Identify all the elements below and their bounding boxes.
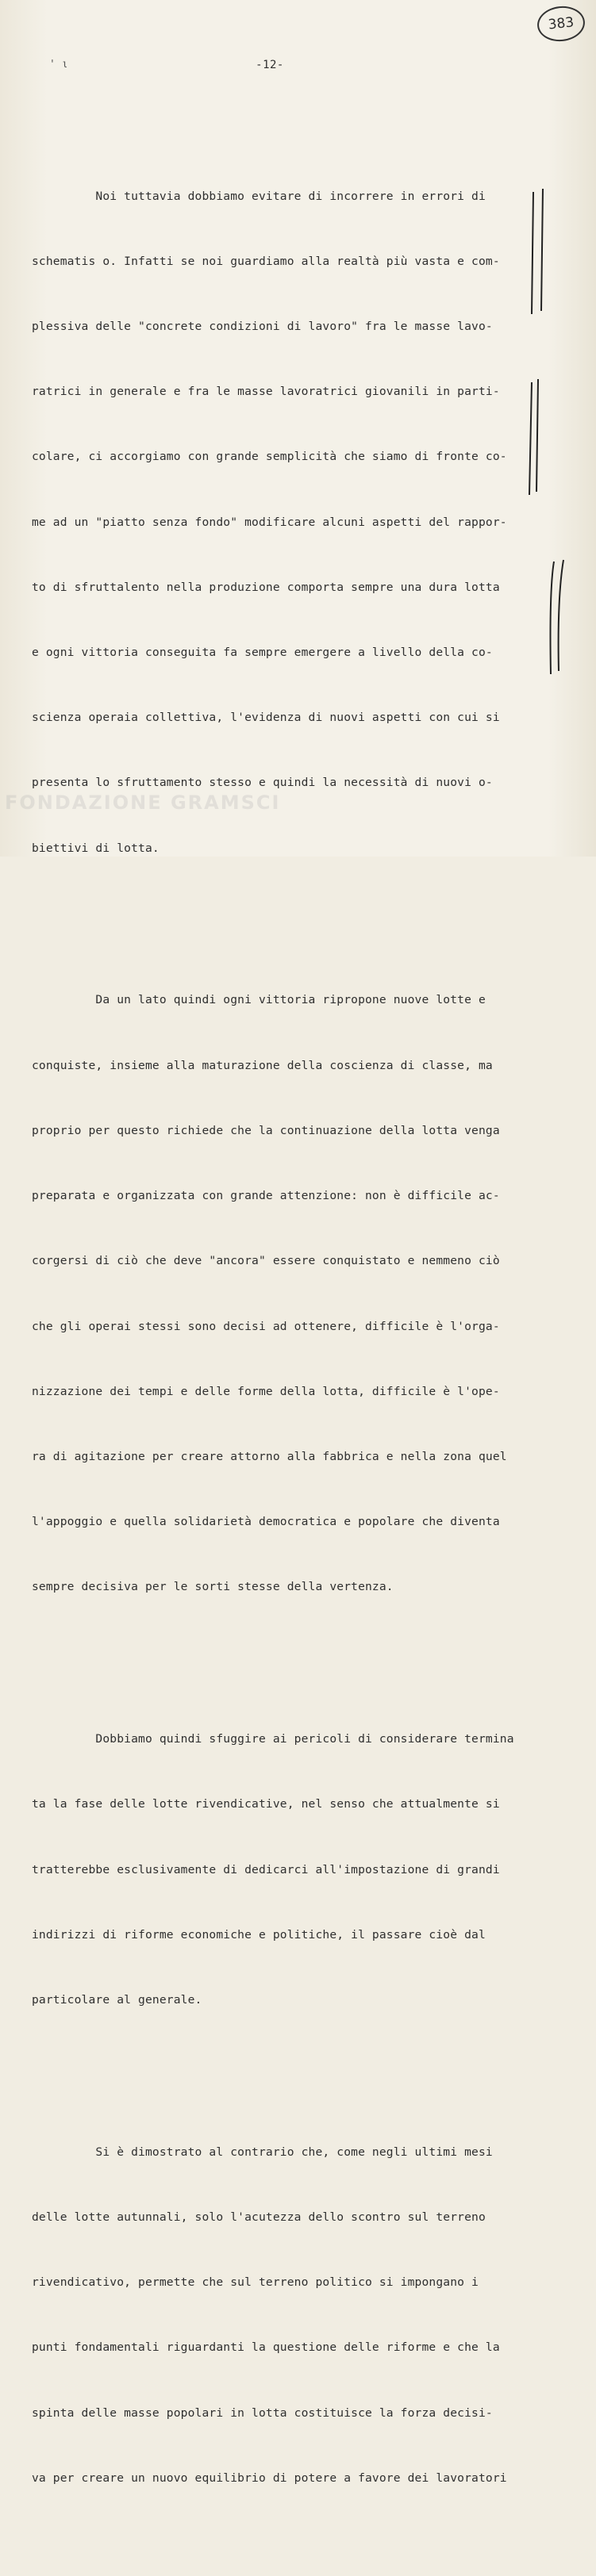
text-line: to di sfruttalento nella produzione comporta sempre una dura lotta: [32, 580, 500, 594]
text-line: biettivi di lotta.: [32, 841, 160, 855]
paragraph: [32, 142, 524, 903]
paragraph: [32, 1685, 524, 2054]
text-line: spinta delle masse popolari in lotta costituisce la forza decisi-: [32, 2405, 493, 2420]
text-line: presenta lo sfruttamento stesso e quindi la necessità di nuovi o-: [32, 776, 493, 790]
text-line: indirizzi di riforme economiche e politiche, il passare cioè dal: [32, 1927, 486, 1942]
archive-stamp: 383: [536, 4, 586, 44]
body-text: [32, 98, 524, 2576]
paragraph: [32, 2098, 524, 2532]
text-line: ratrici in generale e fra le masse lavoratrici giovanili in parti-: [32, 385, 500, 399]
text-line: punti fondamentali riguardanti la questione delle riforme e che la: [32, 2340, 500, 2355]
text-line: che gli operai stessi sono decisi ad ottenere, difficile è l'orga-: [32, 1319, 500, 1333]
text-line: plessiva delle "concrete condizioni di lavoro" fra le masse lavo-: [32, 320, 493, 334]
page-number: -12-: [256, 59, 284, 71]
text-line: scienza operaia collettiva, l'evidenza di nuovi aspetti con cui si: [32, 711, 500, 725]
text-line: Si è dimostrato al contrario che, come negli ultimi mesi: [32, 2145, 493, 2159]
text-line: preparata e organizzata con grande attenzione: non è difficile ac-: [32, 1189, 500, 1203]
archive-watermark: FONDAZIONE GRAMSCI: [5, 792, 281, 814]
margin-double-line-1: [527, 187, 551, 322]
text-line: ra di agitazione per creare attorno alla fabbrica e nella zona quel: [32, 1449, 507, 1463]
text-line: Dobbiamo quindi sfuggire ai pericoli di considerare termina: [32, 1732, 514, 1746]
text-line: delle lotte autunnali, solo l'acutezza dello scontro sul terreno: [32, 2210, 486, 2224]
text-line: schematis o. Infatti se noi guardiamo alla realtà più vasta e com-: [32, 254, 500, 268]
text-line: conquiste, insieme alla maturazione della coscienza di classe, ma: [32, 1058, 493, 1072]
text-line: particolare al generale.: [32, 1992, 202, 2007]
paragraph: [32, 946, 524, 1642]
margin-double-line-2: [524, 376, 548, 503]
text-line: l'appoggio e quella solidarietà democratica e popolare che diventa: [32, 1515, 500, 1529]
text-line: tratterebbe esclusivamente di dedicarci all'impostazione di grandi: [32, 1862, 500, 1876]
text-line: colare, ci accorgiamo con grande semplicità che siamo di fronte co-: [32, 450, 507, 464]
text-line: proprio per questo richiede che la continuazione della lotta venga: [32, 1123, 500, 1137]
text-line: corgersi di ciò che deve "ancora" essere conquistato e nemmeno ciò: [32, 1254, 500, 1268]
text-line: me ad un "piatto senza fondo" modificare alcuni aspetti del rappor-: [32, 515, 507, 529]
text-line: ta la fase delle lotte rivendicative, nel senso che attualmente si: [32, 1797, 500, 1811]
text-line: va per creare un nuovo equilibrio di potere a favore dei lavoratori: [32, 2471, 507, 2485]
corner-marks: ' ι: [49, 59, 68, 71]
text-line: Noi tuttavia dobbiamo evitare di incorrere in errori di: [32, 189, 486, 203]
text-line: sempre decisiva per le sorti stesse della vertenza.: [32, 1580, 394, 1594]
text-line: Da un lato quindi ogni vittoria ripropone nuove lotte e: [32, 993, 486, 1007]
margin-double-line-3: [546, 558, 570, 677]
text-line: nizzazione dei tempi e delle forme della lotta, difficile è l'ope-: [32, 1384, 500, 1398]
text-line: rivendicativo, permette che sul terreno politico si impongano i: [32, 2275, 479, 2290]
text-line: e ogni vittoria conseguita fa sempre emergere a livello della co-: [32, 646, 493, 660]
